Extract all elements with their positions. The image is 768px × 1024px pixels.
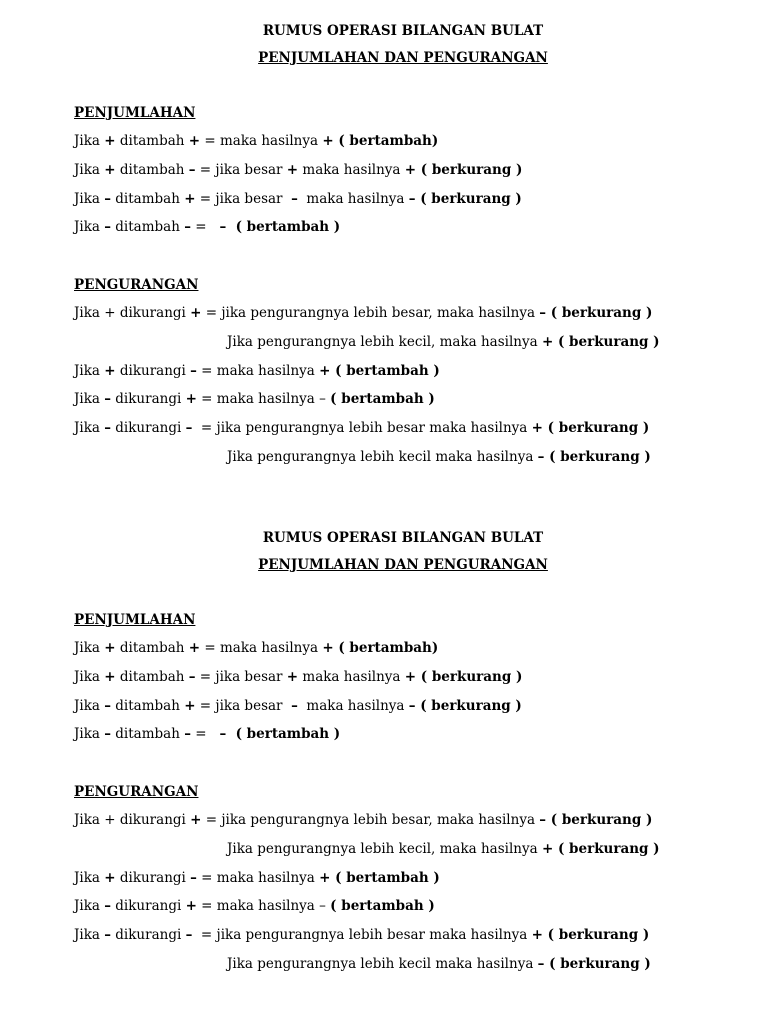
text-fragment: Jika [74, 898, 105, 914]
text-fragment: dikurangi [111, 898, 186, 914]
pengurangan-rule [74, 361, 440, 381]
pengurangan-heading: PENGURANGAN [74, 277, 199, 293]
text-fragment: ditambah [115, 162, 189, 178]
bold-fragment: – [104, 191, 111, 207]
bold-fragment: + [104, 363, 116, 379]
text-fragment: maka hasilnya [297, 698, 409, 714]
text-fragment: Jika + dikurangi [74, 812, 191, 828]
bold-fragment: – [291, 191, 298, 207]
text-fragment: = [190, 219, 220, 235]
pengurangan-rule [227, 954, 651, 974]
bold-fragment: + [185, 391, 197, 407]
bold-fragment: – [291, 698, 298, 714]
penjumlahan-rule [74, 667, 522, 687]
text-fragment: Jika [74, 420, 105, 436]
text-fragment: ditambah [115, 640, 189, 656]
penjumlahan-rule [74, 131, 438, 151]
bold-fragment: – ( berkurang ) [537, 449, 651, 465]
text-fragment: dikurangi [115, 870, 191, 886]
text-fragment: maka hasilnya [297, 191, 409, 207]
pengurangan-rule [74, 810, 652, 830]
bold-fragment: + ( bertambah) [322, 133, 439, 149]
pengurangan-rule [227, 332, 660, 352]
penjumlahan-rule [74, 696, 522, 716]
bold-fragment: + ( berkurang ) [531, 420, 650, 436]
text-fragment: maka hasilnya [298, 669, 405, 685]
text-fragment: Jika pengurangnya lebih kecil maka hasilnya [227, 956, 538, 972]
bold-fragment: + [104, 669, 116, 685]
pengurangan-rule [74, 303, 652, 323]
text-fragment: Jika pengurangnya lebih kecil, maka hasilnya [227, 841, 542, 857]
bold-fragment: – [104, 927, 111, 943]
bold-fragment: – ( berkurang ) [537, 956, 651, 972]
bold-fragment: + ( berkurang ) [404, 162, 523, 178]
bold-fragment: + [188, 640, 201, 656]
section-title: RUMUS OPERASI BILANGAN BULAT [262, 23, 544, 39]
penjumlahan-rule [74, 217, 340, 237]
text-fragment: Jika [74, 726, 105, 742]
text-fragment: = maka hasilnya – [196, 391, 331, 407]
text-fragment: Jika [74, 191, 105, 207]
bold-fragment: – [190, 870, 197, 886]
bold-fragment: + ( bertambah ) [319, 363, 440, 379]
bold-fragment: + [286, 162, 299, 178]
text-fragment: Jika [74, 669, 105, 685]
bold-fragment: – ( berkurang ) [408, 698, 522, 714]
text-fragment: ditambah [111, 191, 185, 207]
text-fragment: = [190, 726, 220, 742]
text-fragment: Jika [74, 133, 105, 149]
bold-fragment: ( bertambah ) [330, 898, 435, 914]
bold-fragment: – ( berkurang ) [408, 191, 522, 207]
text-fragment: dikurangi [111, 927, 186, 943]
text-fragment: = maka hasilnya [196, 363, 320, 379]
text-fragment: = jika besar [195, 669, 287, 685]
text-fragment: maka hasilnya [298, 162, 405, 178]
bold-fragment: + [104, 870, 116, 886]
penjumlahan-heading: PENJUMLAHAN [74, 612, 196, 628]
text-fragment: Jika + dikurangi [74, 305, 191, 321]
text-fragment: Jika [74, 870, 105, 886]
text-fragment: = jika besar [195, 191, 292, 207]
text-fragment: = jika besar [195, 698, 292, 714]
text-fragment: Jika [74, 219, 105, 235]
bold-fragment: – [185, 927, 193, 943]
bold-fragment: + [104, 640, 116, 656]
bold-fragment: + ( bertambah ) [319, 870, 440, 886]
text-fragment: = jika pengurangnya lebih besar maka hasilnya [192, 927, 532, 943]
bold-fragment: – [184, 726, 191, 742]
bold-fragment: – ( berkurang ) [539, 305, 653, 321]
bold-fragment: + ( berkurang ) [541, 334, 660, 350]
penjumlahan-rule [74, 724, 340, 744]
text-fragment: dikurangi [111, 420, 186, 436]
bold-fragment: – [190, 363, 197, 379]
text-fragment: Jika [74, 698, 105, 714]
section-title: RUMUS OPERASI BILANGAN BULAT [262, 530, 544, 546]
pengurangan-rule [74, 868, 440, 888]
bold-fragment: ( bertambah ) [330, 391, 435, 407]
pengurangan-rule [74, 925, 649, 945]
text-fragment: Jika [74, 391, 105, 407]
bold-fragment: + ( bertambah) [322, 640, 439, 656]
bold-fragment: – [104, 219, 111, 235]
bold-fragment: + [184, 698, 196, 714]
pengurangan-rule [74, 389, 435, 409]
penjumlahan-rule [74, 160, 522, 180]
bold-fragment: + [104, 162, 116, 178]
text-fragment: ditambah [111, 219, 185, 235]
bold-fragment: – [104, 391, 111, 407]
bold-fragment: – [188, 162, 196, 178]
section-subtitle: PENJUMLAHAN DAN PENGURANGAN [258, 557, 548, 573]
bold-fragment: + [104, 133, 116, 149]
penjumlahan-heading: PENJUMLAHAN [74, 105, 196, 121]
pengurangan-rule [227, 839, 660, 859]
text-fragment: dikurangi [111, 391, 186, 407]
bold-fragment: – [104, 726, 111, 742]
bold-fragment: + [190, 812, 202, 828]
penjumlahan-rule [74, 189, 522, 209]
text-fragment: = jika pengurangnya lebih besar, maka hasilnya [201, 812, 540, 828]
bold-fragment: – [184, 219, 191, 235]
pengurangan-rule [74, 896, 435, 916]
text-fragment: = jika pengurangnya lebih besar, maka hasilnya [201, 305, 540, 321]
section-subtitle: PENJUMLAHAN DAN PENGURANGAN [258, 50, 548, 66]
bold-fragment: – [188, 669, 196, 685]
text-fragment: = jika besar [195, 162, 287, 178]
text-fragment: ditambah [115, 133, 189, 149]
text-fragment: Jika pengurangnya lebih kecil, maka hasilnya [227, 334, 542, 350]
text-fragment: ditambah [111, 726, 185, 742]
text-fragment: Jika [74, 927, 105, 943]
pengurangan-rule [227, 447, 651, 467]
text-fragment: Jika [74, 363, 105, 379]
bold-fragment: + [184, 191, 196, 207]
bold-fragment: – ( bertambah ) [219, 219, 341, 235]
pengurangan-heading: PENGURANGAN [74, 784, 199, 800]
bold-fragment: + ( berkurang ) [531, 927, 650, 943]
text-fragment: Jika [74, 162, 105, 178]
text-fragment: ditambah [111, 698, 185, 714]
text-fragment: = maka hasilnya [196, 870, 320, 886]
bold-fragment: + [190, 305, 202, 321]
pengurangan-rule [74, 418, 649, 438]
bold-fragment: + ( berkurang ) [541, 841, 660, 857]
bold-fragment: – [104, 698, 111, 714]
penjumlahan-rule [74, 638, 438, 658]
bold-fragment: – ( bertambah ) [219, 726, 341, 742]
bold-fragment: – [185, 420, 193, 436]
text-fragment: = jika pengurangnya lebih besar maka hasilnya [192, 420, 532, 436]
bold-fragment: + [286, 669, 299, 685]
bold-fragment: – [104, 898, 111, 914]
text-fragment: Jika [74, 640, 105, 656]
bold-fragment: – [104, 420, 111, 436]
text-fragment: = maka hasilnya [200, 133, 323, 149]
text-fragment: = maka hasilnya [200, 640, 323, 656]
text-fragment: Jika pengurangnya lebih kecil maka hasilnya [227, 449, 538, 465]
bold-fragment: – ( berkurang ) [539, 812, 653, 828]
bold-fragment: + [185, 898, 197, 914]
text-fragment: ditambah [115, 669, 189, 685]
bold-fragment: + [188, 133, 201, 149]
text-fragment: = maka hasilnya – [196, 898, 331, 914]
bold-fragment: + ( berkurang ) [404, 669, 523, 685]
text-fragment: dikurangi [115, 363, 191, 379]
